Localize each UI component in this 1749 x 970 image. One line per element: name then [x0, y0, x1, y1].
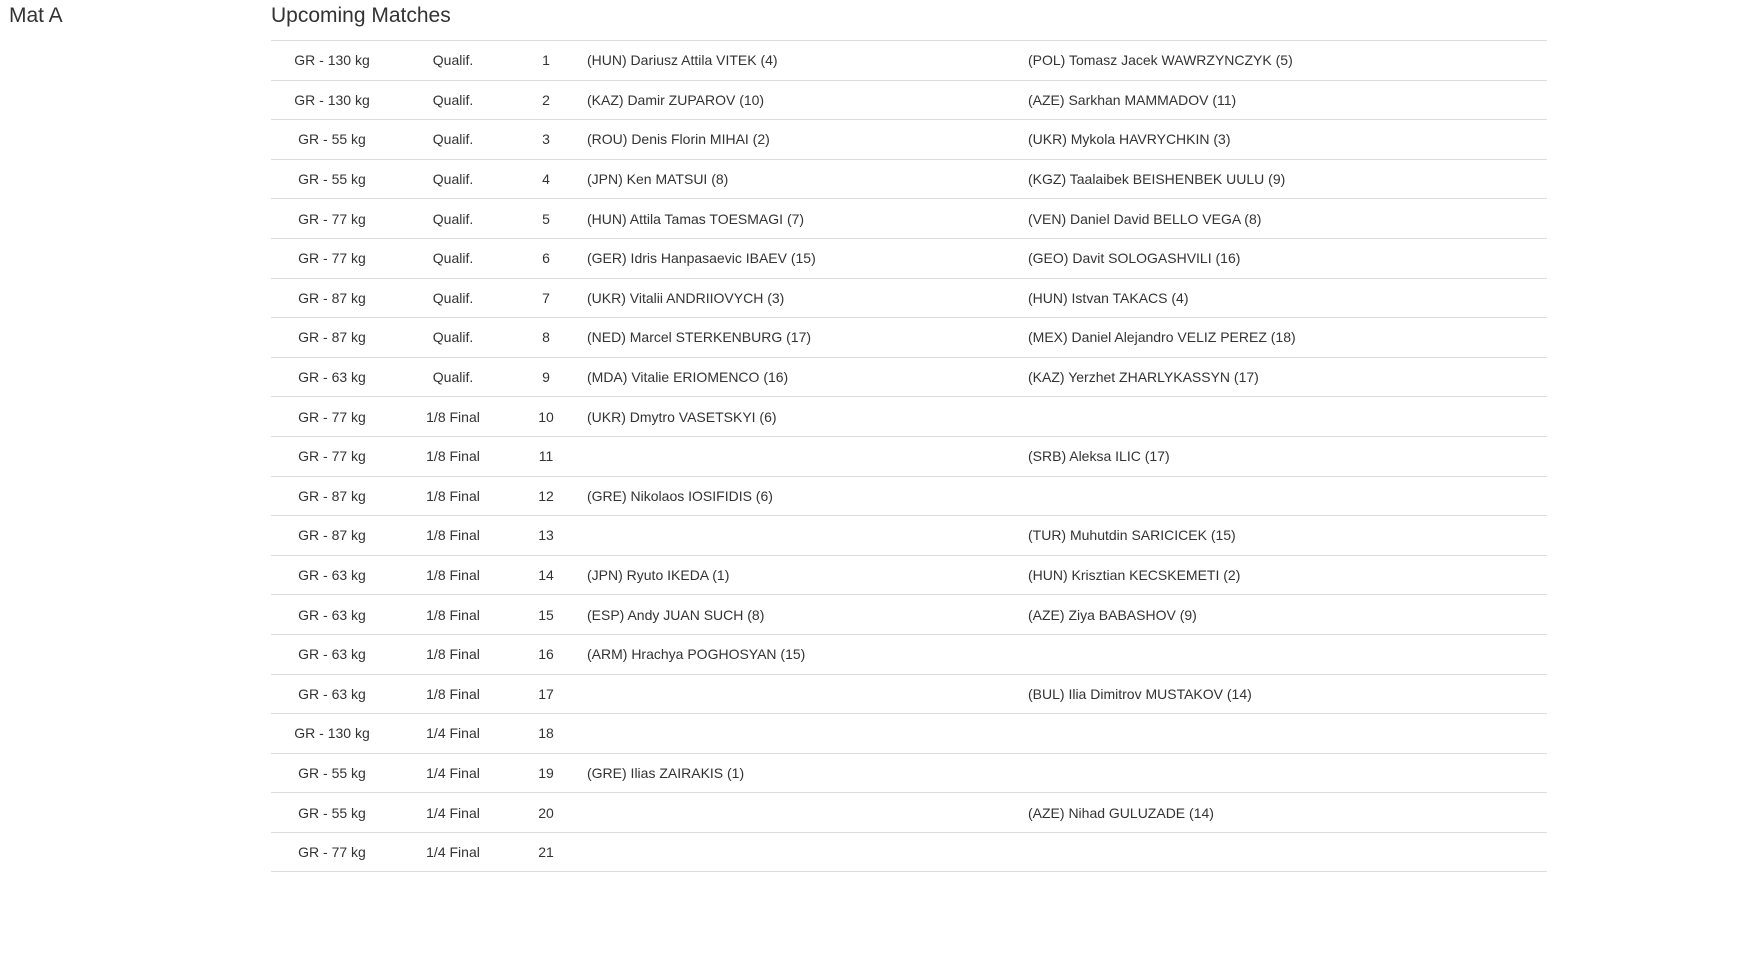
match-red-wrestler: (GER) Idris Hanpasaevic IBAEV (15) [587, 250, 816, 267]
match-blue-wrestler: (TUR) Muhutdin SARICICEK (15) [1028, 527, 1236, 544]
match-round: Qualif. [432, 289, 474, 306]
match-blue-wrestler: (KGZ) Taalaibek BEISHENBEK UULU (9) [1028, 171, 1286, 188]
match-number: 5 [542, 210, 550, 227]
match-blue-wrestler: (AZE) Nihad GULUZADE (14) [1028, 804, 1214, 821]
match-row [271, 358, 1547, 398]
match-category: GR - 130 kg [294, 725, 370, 742]
match-row [271, 41, 1547, 81]
match-number: 10 [538, 408, 554, 425]
match-category: GR - 87 kg [298, 329, 366, 346]
match-number: 2 [542, 91, 550, 108]
match-red-wrestler: (UKR) Dmytro VASETSKYI (6) [587, 408, 777, 425]
match-row [271, 437, 1547, 477]
match-blue-wrestler: (VEN) Daniel David BELLO VEGA (8) [1028, 210, 1262, 227]
match-row [271, 714, 1547, 754]
match-blue-wrestler: (AZE) Sarkhan MAMMADOV (11) [1028, 91, 1237, 108]
matches-table [271, 40, 1547, 872]
match-number: 21 [538, 844, 554, 861]
mat-title: Mat A [9, 4, 63, 27]
match-blue-wrestler: (KAZ) Yerzhet ZHARLYKASSYN (17) [1028, 369, 1259, 386]
match-round: 1/8 Final [426, 567, 480, 584]
match-number: 11 [538, 448, 554, 465]
match-round: 1/8 Final [426, 448, 480, 465]
match-number: 8 [542, 329, 550, 346]
match-red-wrestler: (JPN) Ken MATSUI (8) [587, 171, 729, 188]
match-row [271, 833, 1547, 873]
match-number: 6 [542, 250, 550, 267]
match-red-wrestler: (JPN) Ryuto IKEDA (1) [587, 567, 730, 584]
match-row [271, 556, 1547, 596]
section-title: Upcoming Matches [271, 4, 451, 27]
match-row [271, 516, 1547, 556]
match-row [271, 120, 1547, 160]
match-red-wrestler: (HUN) Dariusz Attila VITEK (4) [587, 52, 778, 69]
match-number: 15 [538, 606, 554, 623]
match-number: 3 [542, 131, 550, 148]
match-row [271, 279, 1547, 319]
match-row [271, 754, 1547, 794]
match-row [271, 160, 1547, 200]
match-round: 1/8 Final [426, 487, 480, 504]
match-category: GR - 87 kg [298, 527, 366, 544]
match-category: GR - 77 kg [298, 210, 366, 227]
match-row [271, 239, 1547, 279]
match-category: GR - 63 kg [298, 567, 366, 584]
match-number: 7 [542, 289, 550, 306]
match-blue-wrestler: (POL) Tomasz Jacek WAWRZYNCZYK (5) [1028, 52, 1293, 69]
match-round: 1/4 Final [426, 764, 480, 781]
match-red-wrestler: (NED) Marcel STERKENBURG (17) [587, 329, 812, 346]
match-round: 1/8 Final [426, 527, 480, 544]
match-blue-wrestler: (AZE) Ziya BABASHOV (9) [1028, 606, 1197, 623]
match-category: GR - 63 kg [298, 685, 366, 702]
match-category: GR - 77 kg [298, 250, 366, 267]
match-round: Qualif. [432, 250, 474, 267]
match-round: Qualif. [432, 131, 474, 148]
match-round: 1/8 Final [426, 606, 480, 623]
match-blue-wrestler: (UKR) Mykola HAVRYCHKIN (3) [1028, 131, 1231, 148]
match-number: 16 [538, 646, 554, 663]
match-round: Qualif. [432, 52, 474, 69]
match-red-wrestler: (ARM) Hrachya POGHOSYAN (15) [587, 646, 806, 663]
match-row [271, 318, 1547, 358]
match-category: GR - 77 kg [298, 408, 366, 425]
match-number: 18 [538, 725, 554, 742]
match-category: GR - 63 kg [298, 606, 366, 623]
match-number: 14 [538, 567, 554, 584]
match-round: Qualif. [432, 171, 474, 188]
match-red-wrestler: (UKR) Vitalii ANDRIIOVYCH (3) [587, 289, 785, 306]
match-row [271, 81, 1547, 121]
match-round: 1/4 Final [426, 804, 480, 821]
match-number: 1 [542, 52, 550, 69]
match-blue-wrestler: (BUL) Ilia Dimitrov MUSTAKOV (14) [1028, 685, 1252, 702]
match-category: GR - 55 kg [298, 764, 366, 781]
match-number: 19 [538, 764, 554, 781]
match-row [271, 477, 1547, 517]
match-blue-wrestler: (SRB) Aleksa ILIC (17) [1028, 448, 1170, 465]
match-row [271, 397, 1547, 437]
match-category: GR - 55 kg [298, 171, 366, 188]
match-row [271, 595, 1547, 635]
match-number: 17 [538, 685, 554, 702]
match-blue-wrestler: (MEX) Daniel Alejandro VELIZ PEREZ (18) [1028, 329, 1296, 346]
match-round: Qualif. [432, 91, 474, 108]
match-red-wrestler: (ESP) Andy JUAN SUCH (8) [587, 606, 765, 623]
match-red-wrestler: (GRE) Nikolaos IOSIFIDIS (6) [587, 487, 773, 504]
match-category: GR - 130 kg [294, 52, 370, 69]
match-row [271, 635, 1547, 675]
match-round: 1/4 Final [426, 725, 480, 742]
match-row [271, 793, 1547, 833]
match-category: GR - 77 kg [298, 844, 366, 861]
match-round: Qualif. [432, 210, 474, 227]
match-red-wrestler: (GRE) Ilias ZAIRAKIS (1) [587, 764, 745, 781]
match-category: GR - 55 kg [298, 131, 366, 148]
match-number: 9 [542, 369, 550, 386]
match-blue-wrestler: (HUN) Krisztian KECSKEMETI (2) [1028, 567, 1241, 584]
match-row [271, 675, 1547, 715]
match-category: GR - 63 kg [298, 646, 366, 663]
match-red-wrestler: (ROU) Denis Florin MIHAI (2) [587, 131, 770, 148]
match-category: GR - 55 kg [298, 804, 366, 821]
match-category: GR - 63 kg [298, 369, 366, 386]
match-blue-wrestler: (HUN) Istvan TAKACS (4) [1028, 289, 1189, 306]
match-round: 1/8 Final [426, 685, 480, 702]
match-row [271, 199, 1547, 239]
match-category: GR - 87 kg [298, 487, 366, 504]
match-number: 13 [538, 527, 554, 544]
match-round: 1/8 Final [426, 408, 480, 425]
match-round: Qualif. [432, 329, 474, 346]
match-red-wrestler: (MDA) Vitalie ERIOMENCO (16) [587, 369, 789, 386]
match-blue-wrestler: (GEO) Davit SOLOGASHVILI (16) [1028, 250, 1241, 267]
match-number: 4 [542, 171, 550, 188]
match-category: GR - 87 kg [298, 289, 366, 306]
match-round: 1/4 Final [426, 844, 480, 861]
match-category: GR - 130 kg [294, 91, 370, 108]
match-category: GR - 77 kg [298, 448, 366, 465]
match-red-wrestler: (KAZ) Damir ZUPAROV (10) [587, 91, 765, 108]
match-round: 1/8 Final [426, 646, 480, 663]
match-number: 20 [538, 804, 554, 821]
match-round: Qualif. [432, 369, 474, 386]
match-red-wrestler: (HUN) Attila Tamas TOESMAGI (7) [587, 210, 805, 227]
match-number: 12 [538, 487, 554, 504]
